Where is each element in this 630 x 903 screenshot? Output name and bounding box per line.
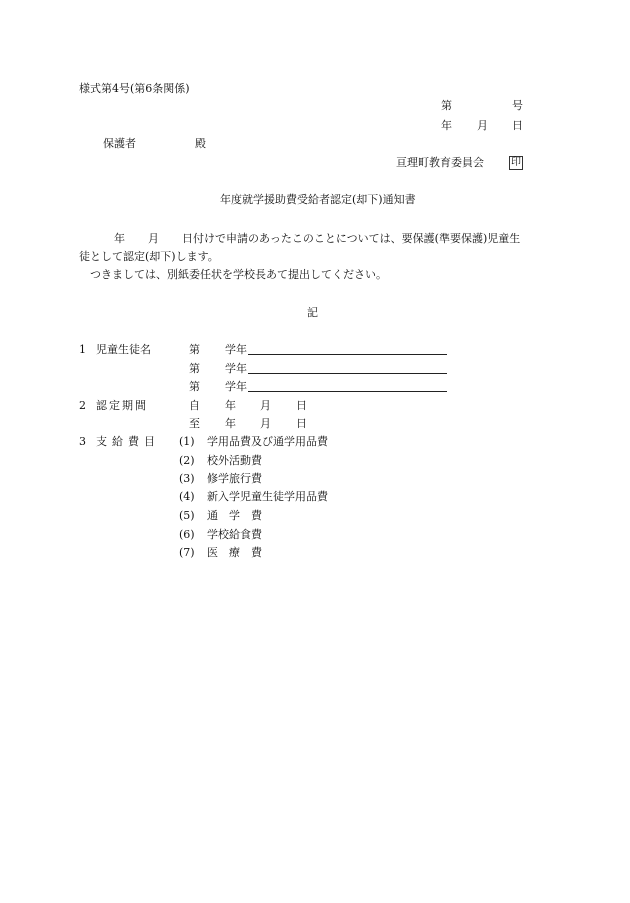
body-line2: 徒として認定(却下)します。	[79, 250, 219, 263]
expense-item-2-num: (2)	[179, 454, 195, 467]
period-to-day: 日	[296, 417, 307, 430]
student-name-line-2	[248, 373, 447, 374]
expense-item-6-num: (6)	[179, 528, 195, 541]
expense-item-5-text: 通 学 費	[207, 509, 262, 522]
item1-label: 児童生徒名	[96, 343, 151, 356]
expense-item-4-text: 新入学児童生徒学用品費	[207, 490, 328, 503]
period-to-month: 月	[260, 417, 271, 430]
period-from-day: 日	[296, 399, 307, 412]
recipient-honorific: 殿	[195, 137, 206, 150]
body-year: 年	[114, 232, 125, 245]
period-from-year: 年	[225, 399, 236, 412]
date-day: 日	[512, 119, 523, 132]
body-line1-rest: 日付けで申請のあったこのことについては、要保護(準要保護)児童生	[182, 232, 521, 245]
expense-item-3-text: 修学旅行費	[207, 472, 262, 485]
seal-text: 印	[511, 157, 521, 168]
ki-heading: 記	[307, 306, 318, 319]
item1-row1-suffix: 学年	[225, 343, 247, 356]
expense-item-2-text: 校外活動費	[207, 454, 262, 467]
body-month: 月	[148, 232, 159, 245]
item1-row2-suffix: 学年	[225, 362, 247, 375]
date-year: 年	[441, 119, 452, 132]
item3-number: 3	[79, 435, 86, 448]
document-number-suffix: 号	[512, 99, 523, 112]
expense-item-6-text: 学校給食費	[207, 528, 262, 541]
document-title: 年度就学援助費受給者認定(却下)通知書	[220, 193, 416, 206]
student-name-line-1	[248, 354, 447, 355]
expense-item-1-text: 学用品費及び通学用品費	[207, 435, 328, 448]
item3-label: 支給費目	[96, 435, 160, 448]
item1-number: 1	[79, 343, 86, 356]
item1-row2-prefix: 第	[189, 362, 200, 375]
item1-row1-prefix: 第	[189, 343, 200, 356]
form-label: 様式第4号(第6条関係)	[79, 82, 190, 95]
body-line3: つきましては、別紙委任状を学校長あて提出してください。	[90, 268, 387, 281]
item2-label: 認定期間	[96, 399, 148, 412]
seal-stamp	[509, 155, 523, 170]
period-to-year: 年	[225, 417, 236, 430]
document-number-prefix: 第	[441, 99, 452, 112]
period-from-prefix: 自	[189, 399, 200, 412]
expense-item-4-num: (4)	[179, 490, 195, 503]
expense-item-1-num: (1)	[179, 435, 195, 448]
expense-item-5-num: (5)	[179, 509, 195, 522]
item1-row3-prefix: 第	[189, 380, 200, 393]
expense-item-7-text: 医 療 費	[207, 546, 262, 559]
expense-item-7-num: (7)	[179, 546, 195, 559]
period-to-prefix: 至	[189, 417, 200, 430]
recipient-label: 保護者	[103, 137, 136, 150]
issuer-name: 亘理町教育委員会	[396, 156, 484, 169]
student-name-line-3	[248, 391, 447, 392]
period-from-month: 月	[260, 399, 271, 412]
item1-row3-suffix: 学年	[225, 380, 247, 393]
expense-item-3-num: (3)	[179, 472, 195, 485]
date-month: 月	[477, 119, 488, 132]
item2-number: 2	[79, 399, 86, 412]
